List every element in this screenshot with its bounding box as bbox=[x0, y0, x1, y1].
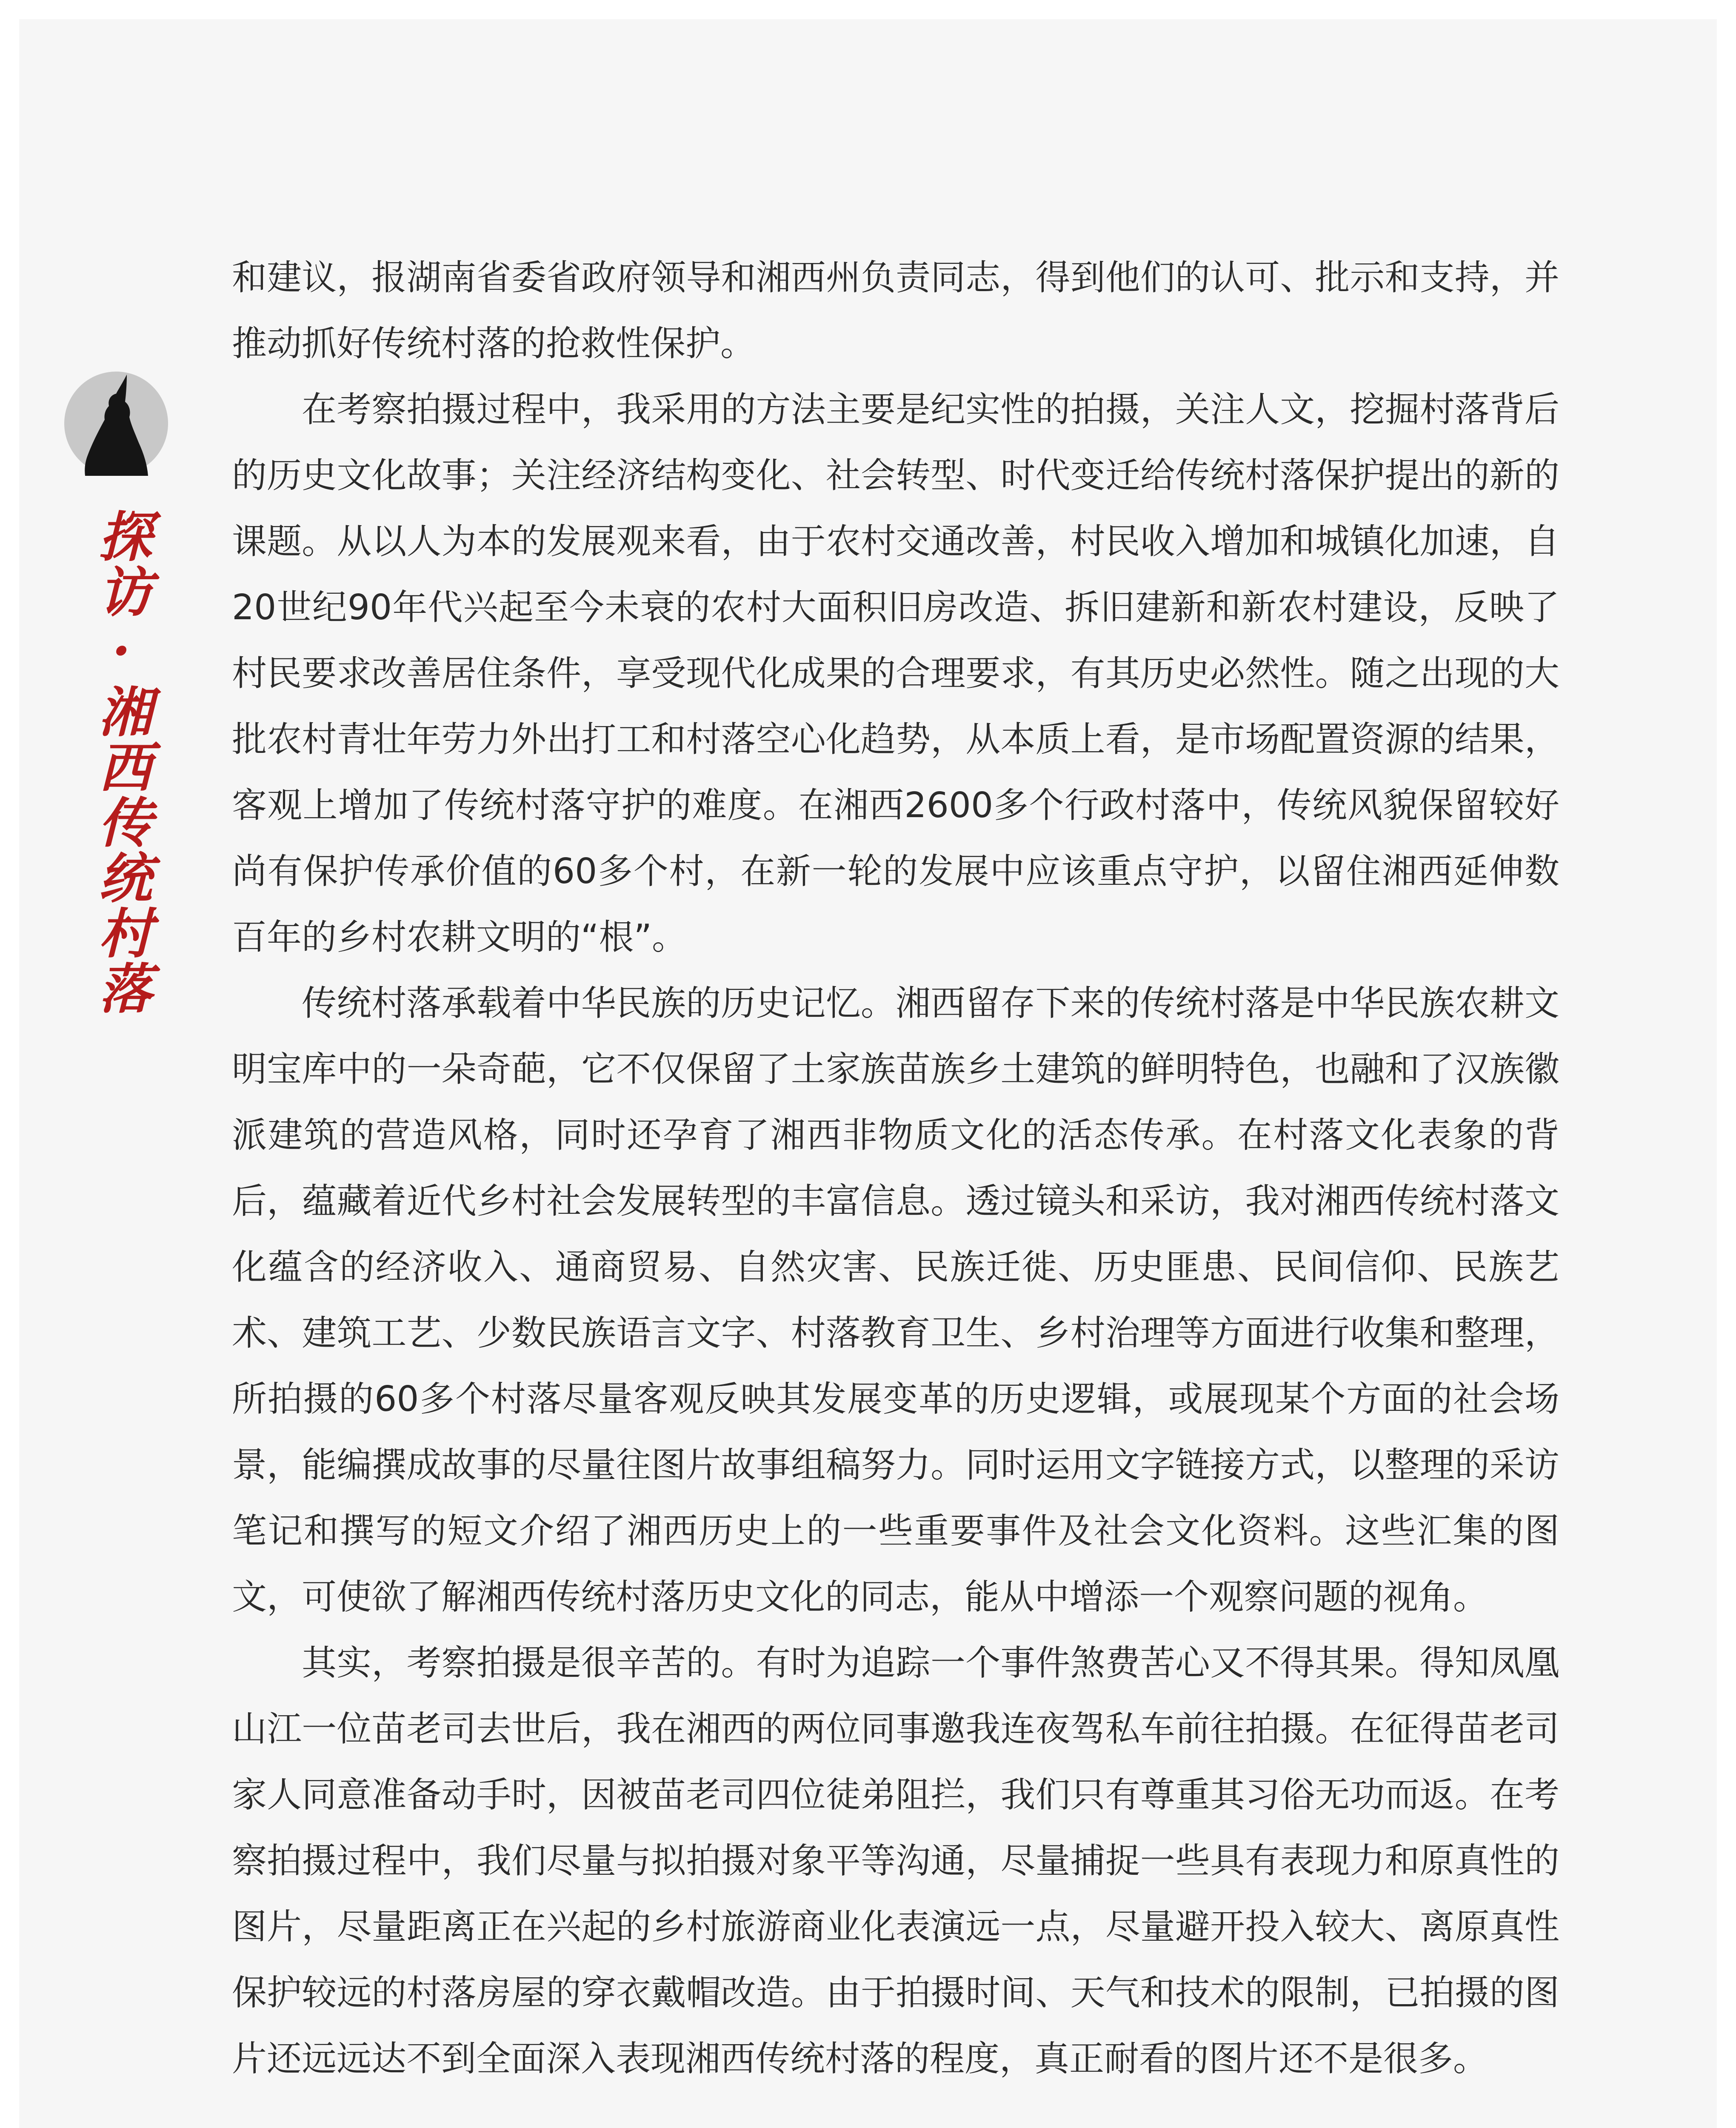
paragraph: 在考察拍摄过程中，我采用的方法主要是纪实性的拍摄，关注人文，挖掘村落背后的历史文化故事；关注经济结构变化、社会转型、时代变迁给传统村落保护提出的新的课题。从以人为本的发展观来看，由于农村交通改善，村民收入增加和城镇化加速，自20世纪90年代兴起至今未衰的农村大面积旧房改造、拆旧建新和新农村建设，反映了村民要求改善居住条件，享受现代化成果的合理要求，有其历史必然性。随之出现的大批农村青壮年劳力外出打工和村落空心化趋势，从本质上看，是市场配置资源的结果，客观上增加了传统村落守护的难度。在湘西2600多个行政村落中，传统风貌保留较好尚有保护传承价值的60多个村，在新一轮的发展中应该重点守护，以留住湘西延伸数百年的乡村农耕文明的“根”。 bbox=[232, 389, 1559, 958]
silhouette-emblem-icon bbox=[63, 370, 169, 477]
paragraph-continued: 和建议，报湖南省委省政府领导和湘西州负责同志，得到他们的认可、批示和支持，并推动抓好传统村落的抢救性保护。 bbox=[232, 257, 1559, 364]
vertical-book-title: 探访·湘西传统村落 bbox=[90, 509, 153, 1016]
paragraph: 传统村落承载着中华民族的历史记忆。湘西留存下来的传统村落是中华民族农耕文明宝库中的一朵奇葩，它不仅保留了土家族苗族乡土建筑的鲜明特色，也融和了汉族徽派建筑的营造风格，同时还孕育了湘西非物质文化的活态传承。在村落文化表象的背后，蕴藏着近代乡村社会发展转型的丰富信息。透过镜头和采访，我对湘西传统村落文化蕴含的经济收入、通商贸易、自然灾害、民族迁徙、历史匪患、民间信仰、民族艺术、建筑工艺、少数民族语言文字、村落教育卫生、乡村治理等方面进行收集和整理，所拍摄的60多个村落尽量客观反映其发展变革的历史逻辑，或展现某个方面的社会场景，能编撰成故事的尽量往图片故事组稿努力。同时运用文字链接方式，以整理的采访笔记和撰写的短文介绍了湘西历史上的一些重要事件及社会文化资料。这些汇集的图文，可使欲了解湘西传统村落历史文化的同志，能从中增添一个观察问题的视角。 bbox=[232, 983, 1559, 1617]
body-text bbox=[232, 245, 1559, 2092]
book-page bbox=[19, 19, 1717, 2128]
paragraph: 其实，考察拍摄是很辛苦的。有时为追踪一个事件煞费苦心又不得其果。得知凤凰山江一位苗老司去世后，我在湘西的两位同事邀我连夜驾私车前往拍摄。在征得苗老司家人同意准备动手时，因被苗老司四位徒弟阻拦，我们只有尊重其习俗无功而返。在考察拍摄过程中，我们尽量与拟拍摄对象平等沟通，尽量捕捉一些具有表现力和原真性的图片，尽量距离正在兴起的乡村旅游商业化表演远一点，尽量避开投入较大、离原真性保护较远的村落房屋的穿衣戴帽改造。由于拍摄时间、天气和技术的限制，已拍摄的图片还远远达不到全面深入表现湘西传统村落的程度，真正耐看的图片还不是很多。 bbox=[232, 1643, 1559, 2079]
